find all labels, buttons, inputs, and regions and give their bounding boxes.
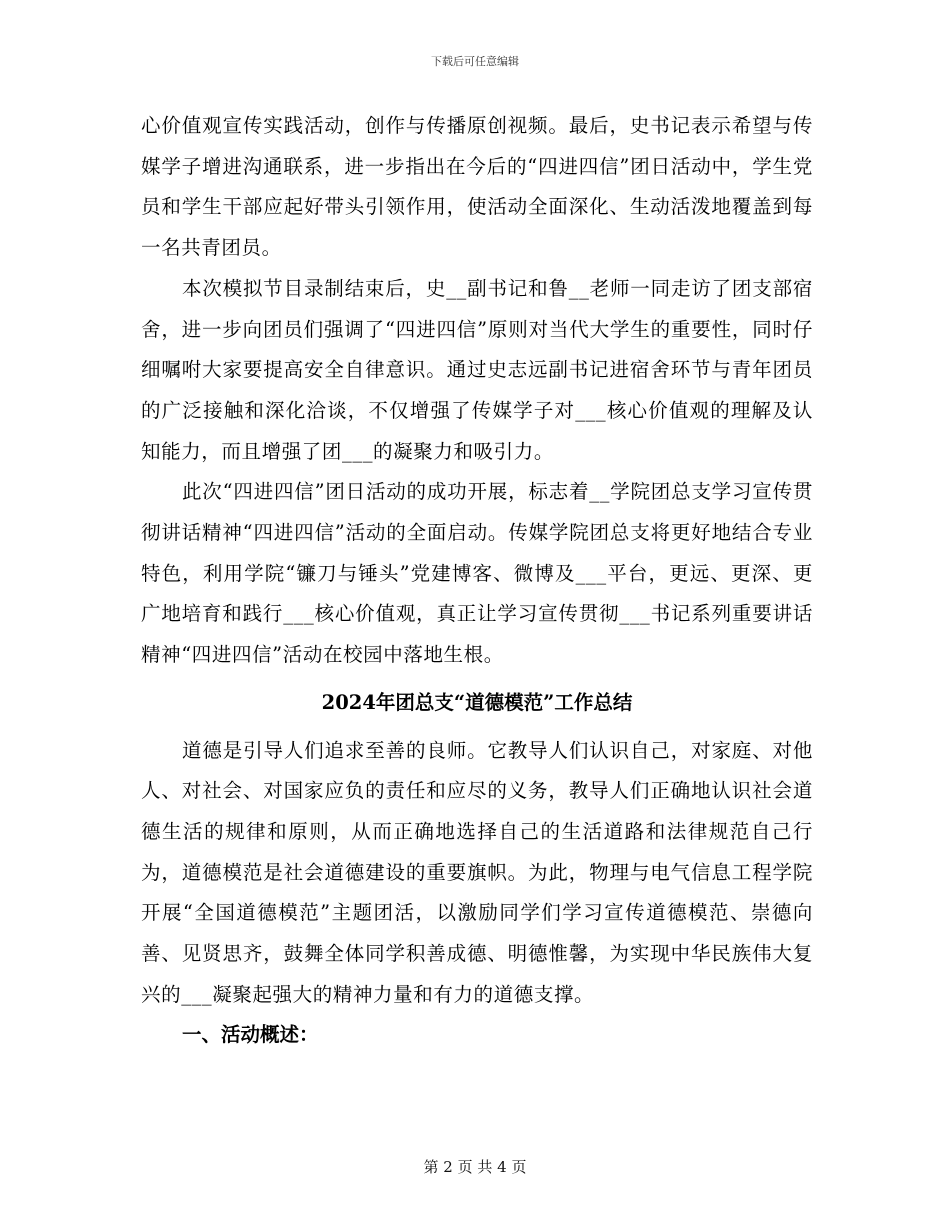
document-body (141, 106, 813, 1056)
section-title: 2024年团总支“道德模范”工作总结 (321, 690, 633, 714)
paragraph-intro: 道德是引导人们追求至善的良师。它教导人们认识自己，对家庭、对他人、对社会、对国家应负的责任和应尽的义务，教导人们正确地认识社会道德生活的规律和原则，从而正确地选择自己的生活道路和法律规范自己行为，道德模范是社会道德建设的重要旗帜。为此，物理与电气信息工程学院开展“全国道德模范”主题团活，以激励同学们学习宣传道德模范、崇德向善、见贤思齐，鼓舞全体同学积善成德、明德惟馨，为实现中华民族伟大复兴的___凝聚起强大的精神力量和有力的道德支撑。 (141, 738, 813, 1006)
paragraph-continuation: 心价值观宣传实践活动，创作与传播原创视频。最后，史书记表示希望与传媒学子增进沟通联系，进一步指出在今后的“四进四信”团日活动中，学生党员和学生干部应起好带头引领作用，使活动全面深化、生动活泼地覆盖到每一名共青团员。 (141, 114, 813, 260)
paragraph-conclusion: 此次“四进四信”团日活动的成功开展，标志着__学院团总支学习宣传贯彻讲话精神“四进四信”活动的全面启动。传媒学院团总支将更好地结合专业特色，利用学院“镰刀与锤头”党建博客、微博及___平台，更远、更深、更广地培育和践行___核心价值观，真正让学习宣传贯彻___书记系列重要讲话精神“四进四信”活动在校园中落地生根。 (141, 480, 813, 667)
page-footer: 第 2 页 共 4 页 (423, 1158, 527, 1176)
page-header: 下载后可任意编辑 (431, 55, 519, 68)
paragraph-visit: 本次模拟节目录制结束后，史__副书记和鲁__老师一同走访了团支部宿舍，进一步向团员们强调了“四进四信”原则对当代大学生的重要性，同时仔细嘱咐大家要提高安全自律意识。通过史志远副书记进宿舍环节与青年团员的广泛接触和深化洽谈，不仅增强了传媒学子对___核心价值观的理解及认知能力，而且增强了团___的凝聚力和吸引力。 (141, 276, 813, 463)
section-heading: 一、活动概述： (182, 1023, 319, 1047)
